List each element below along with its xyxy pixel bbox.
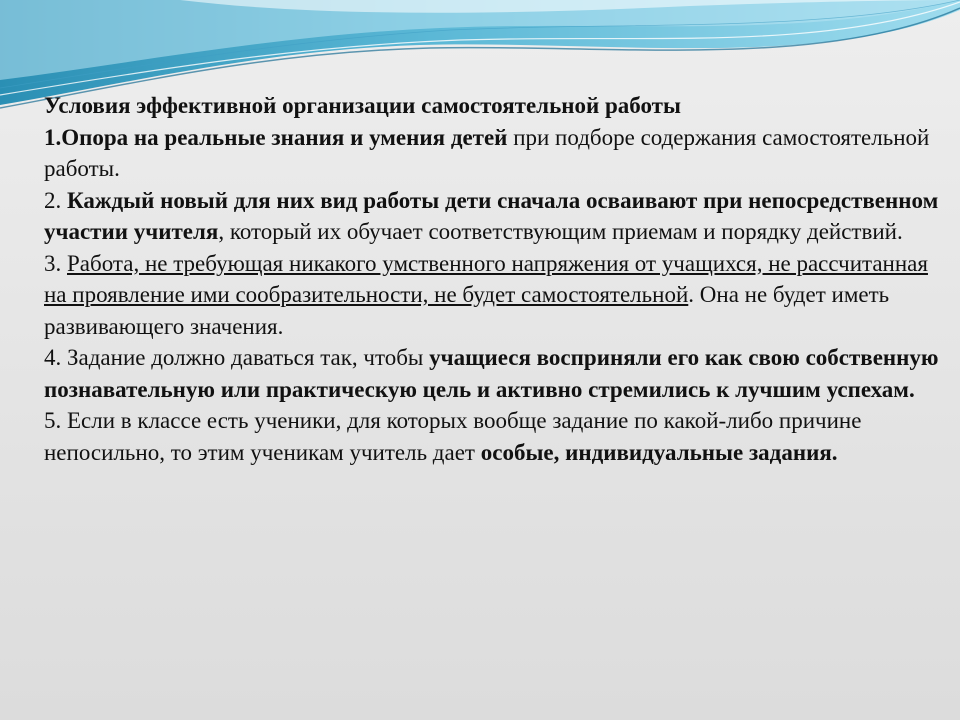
item-5-plain: Если в классе есть ученики, для которых вообще задание по какой-либо причине непосильно, то этим ученикам учитель дает: [44, 408, 862, 465]
item-3-underlined: Работа, не требующая никакого умственного напряжения от учащихся, не рассчитанная на проявление ими сообразительности, не будет самостоятельной: [44, 250, 928, 307]
item-2: [44, 185, 939, 248]
item-3-rest: . Она не будет иметь развивающего значения.: [44, 282, 890, 339]
item-1-bold: Опора на реальные знания и умения детей: [61, 124, 508, 150]
item-1-number: 1.: [44, 124, 62, 150]
item-2-rest: , который их обучает соответствующим приемам и порядку действий.: [218, 219, 903, 244]
item-2-bold: Каждый новый для них вид работы дети сначала осваивают при непосредственном участии учителя: [44, 187, 939, 244]
item-4: [44, 342, 939, 405]
item-5: [44, 405, 939, 468]
item-1: [44, 122, 939, 185]
item-5-number: 5.: [44, 408, 67, 433]
slide-content: [44, 90, 939, 468]
item-4-plain: Задание должно даваться так, чтобы: [67, 345, 430, 370]
slide-title: Условия эффективной организации самостоятельной работы: [44, 93, 681, 118]
item-4-bold: учащиеся восприняли его как свою собственную познавательную или практическую цель и активно стремились к лучшим успехам.: [44, 345, 939, 402]
item-3-number: 3.: [44, 250, 67, 276]
item-2-number: 2.: [44, 187, 67, 213]
item-4-number: 4.: [44, 345, 67, 370]
item-3: [44, 248, 939, 343]
item-1-rest: при подборе содержания самостоятельной работы.: [44, 124, 930, 181]
item-5-bold: особые, индивидуальные задания.: [480, 439, 838, 465]
